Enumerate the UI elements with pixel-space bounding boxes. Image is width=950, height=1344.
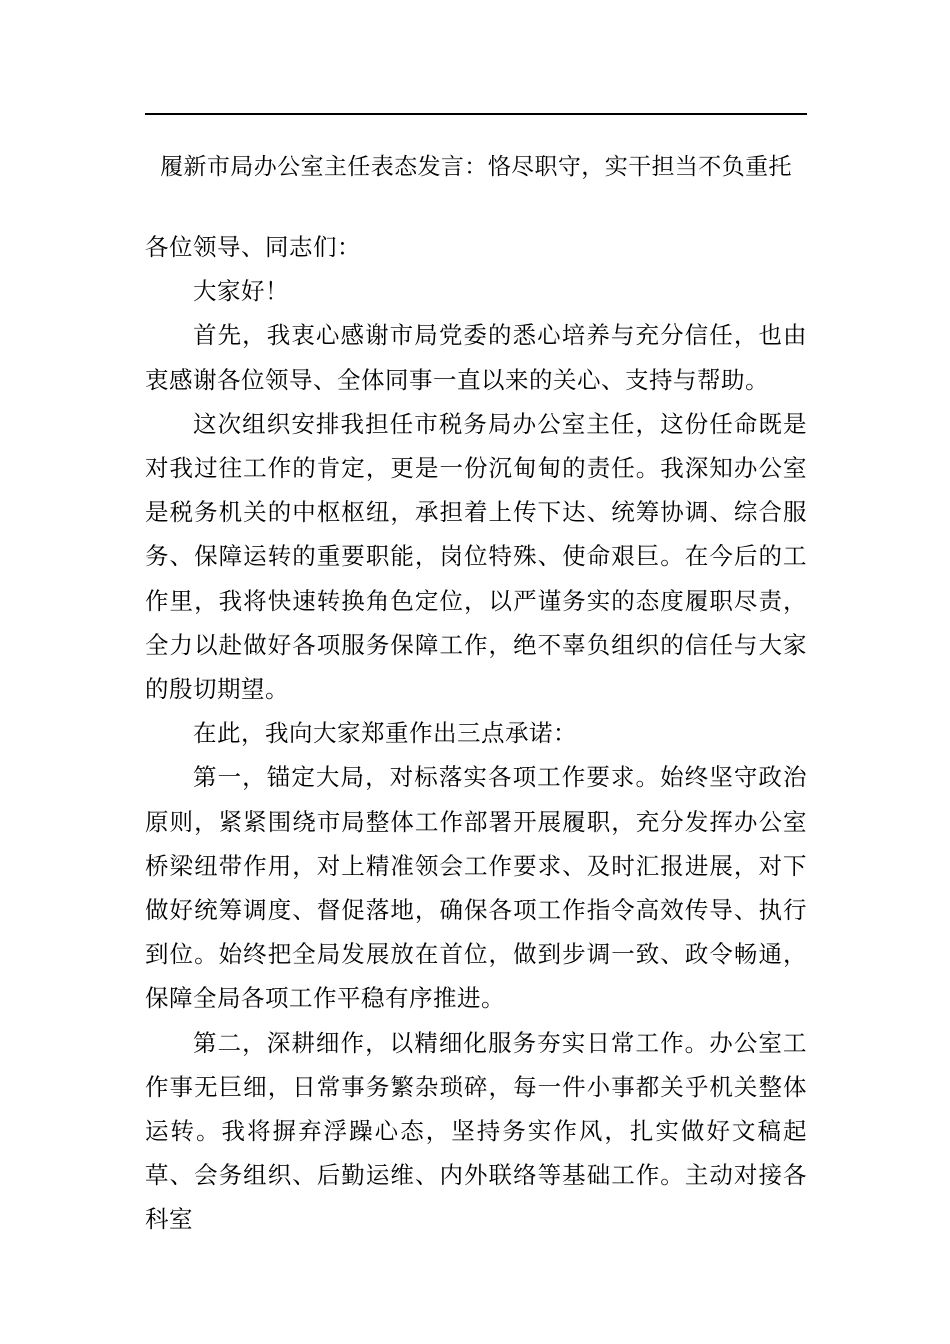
paragraph-greeting: 大家好！ [193, 277, 289, 306]
paragraph-commitments-intro: 在此，我向大家郑重作出三点承诺： [193, 719, 577, 748]
document-body [145, 225, 807, 1242]
paragraph-commitment-second: 第二，深耕细作，以精细化服务夯实日常工作。办公室工作事无巨细，日常事务繁杂琐碎，每一件小事都关乎机关整体运转。我将摒弃浮躁心态，坚持务实作风，扎实做好文稿起草、会务组织、后勤运维、内外联络等基础工作。主动对接各科室 [145, 1028, 807, 1234]
document-title: 履新市局办公室主任表态发言：恪尽职守，实干担当不负重托 [160, 154, 792, 180]
paragraph-thanks: 首先，我衷心感谢市局党委的悉心培养与充分信任，也由衷感谢各位领导、全体同事一直以来的关心、支持与帮助。 [145, 321, 807, 394]
header-rule [145, 113, 807, 115]
paragraph-commitment-first: 第一，锚定大局，对标落实各项工作要求。始终坚守政治原则，紧紧围绕市局整体工作部署开展履职，充分发挥办公室桥梁纽带作用，对上精准领会工作要求、及时汇报进展，对下做好统筹调度、督促落地，确保各项工作指令高效传导、执行到位。始终把全局发展放在首位，做到步调一致、政令畅通，保障全局各项工作平稳有序推进。 [145, 763, 807, 1013]
paragraph-appointment: 这次组织安排我担任市税务局办公室主任，这份任命既是对我过往工作的肯定，更是一份沉甸甸的责任。我深知办公室是税务机关的中枢枢纽，承担着上传下达、统筹协调、综合服务、保障运转的重要职能，岗位特殊、使命艰巨。在今后的工作里，我将快速转换角色定位，以严谨务实的态度履职尽责，全力以赴做好各项服务保障工作，绝不辜负组织的信任与大家的殷切期望。 [145, 409, 807, 704]
salutation: 各位领导、同志们： [145, 233, 361, 261]
